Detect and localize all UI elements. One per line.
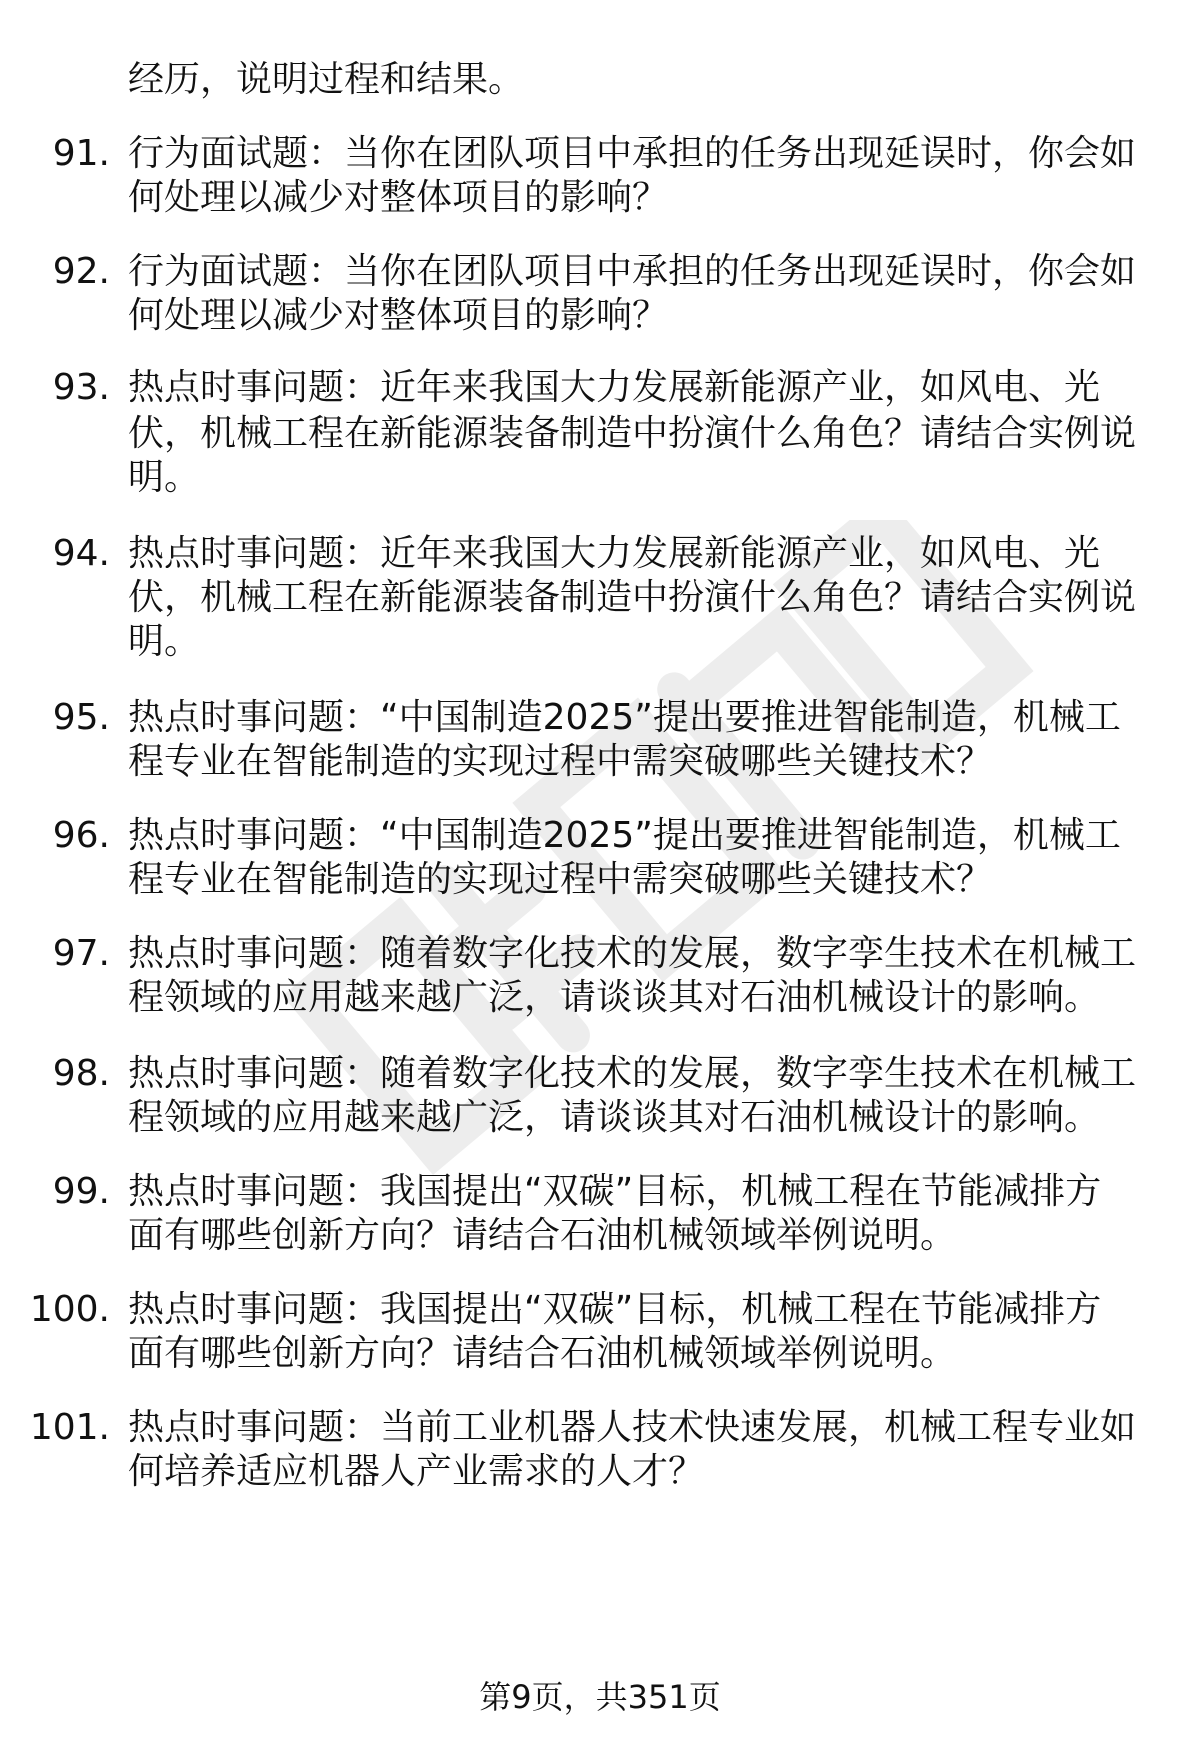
- item-line: 热点时事问题：当前工业机器人技术快速发展，机械工程专业如: [128, 1407, 1137, 1448]
- item-line: 明。: [128, 621, 201, 662]
- item-line: 何培养适应机器人产业需求的人才？: [128, 1451, 705, 1492]
- item-line: 程专业在智能制造的实现过程中需突破哪些关键技术？: [128, 741, 993, 782]
- item-line: 程领域的应用越来越广泛，请谈谈其对石油机械设计的影响。: [128, 977, 1101, 1018]
- item-line: 伏，机械工程在新能源装备制造中扮演什么角色？请结合实例说: [128, 413, 1137, 454]
- carry-over-text: 经历，说明过程和结果。: [128, 59, 525, 100]
- item-line: 行为面试题：当你在团队项目中承担的任务出现延误时，你会如: [128, 251, 1137, 292]
- item-number: 99.: [52, 1171, 110, 1212]
- item-line: 热点时事问题：“中国制造2025”提出要推进智能制造，机械工: [128, 697, 1121, 738]
- item-line: 热点时事问题：“中国制造2025”提出要推进智能制造，机械工: [128, 815, 1121, 856]
- item-number: 91.: [52, 133, 110, 174]
- item-number: 93.: [52, 367, 110, 408]
- item-line: 何处理以减少对整体项目的影响？: [128, 177, 669, 218]
- item-line: 明。: [128, 457, 201, 498]
- item-line: 热点时事问题：随着数字化技术的发展，数字孪生技术在机械工: [128, 1053, 1137, 1094]
- item-line: 热点时事问题：随着数字化技术的发展，数字孪生技术在机械工: [128, 933, 1137, 974]
- item-number: 100.: [29, 1289, 110, 1330]
- item-line: 行为面试题：当你在团队项目中承担的任务出现延误时，你会如: [128, 133, 1137, 174]
- item-number: 98.: [52, 1053, 110, 1094]
- item-number: 97.: [52, 933, 110, 974]
- item-line: 热点时事问题：近年来我国大力发展新能源产业，如风电、光: [128, 533, 1101, 574]
- item-line: 热点时事问题：我国提出“双碳”目标，机械工程在节能减排方: [128, 1171, 1102, 1212]
- item-number: 101.: [29, 1407, 110, 1448]
- item-line: 热点时事问题：近年来我国大力发展新能源产业，如风电、光: [128, 367, 1101, 408]
- item-line: 热点时事问题：我国提出“双碳”目标，机械工程在节能减排方: [128, 1289, 1102, 1330]
- item-number: 92.: [52, 251, 110, 292]
- item-line: 面有哪些创新方向？请结合石油机械领域举例说明。: [128, 1333, 957, 1374]
- item-line: 程专业在智能制造的实现过程中需突破哪些关键技术？: [128, 859, 993, 900]
- item-number: 94.: [52, 533, 110, 574]
- item-line: 伏，机械工程在新能源装备制造中扮演什么角色？请结合实例说: [128, 577, 1137, 618]
- item-line: 程领域的应用越来越广泛，请谈谈其对石油机械设计的影响。: [128, 1097, 1101, 1138]
- page-footer: 第9页，共351页: [479, 1678, 721, 1716]
- item-line: 何处理以减少对整体项目的影响？: [128, 295, 669, 336]
- item-line: 面有哪些创新方向？请结合石油机械领域举例说明。: [128, 1215, 957, 1256]
- item-number: 96.: [52, 815, 110, 856]
- item-number: 95.: [52, 697, 110, 738]
